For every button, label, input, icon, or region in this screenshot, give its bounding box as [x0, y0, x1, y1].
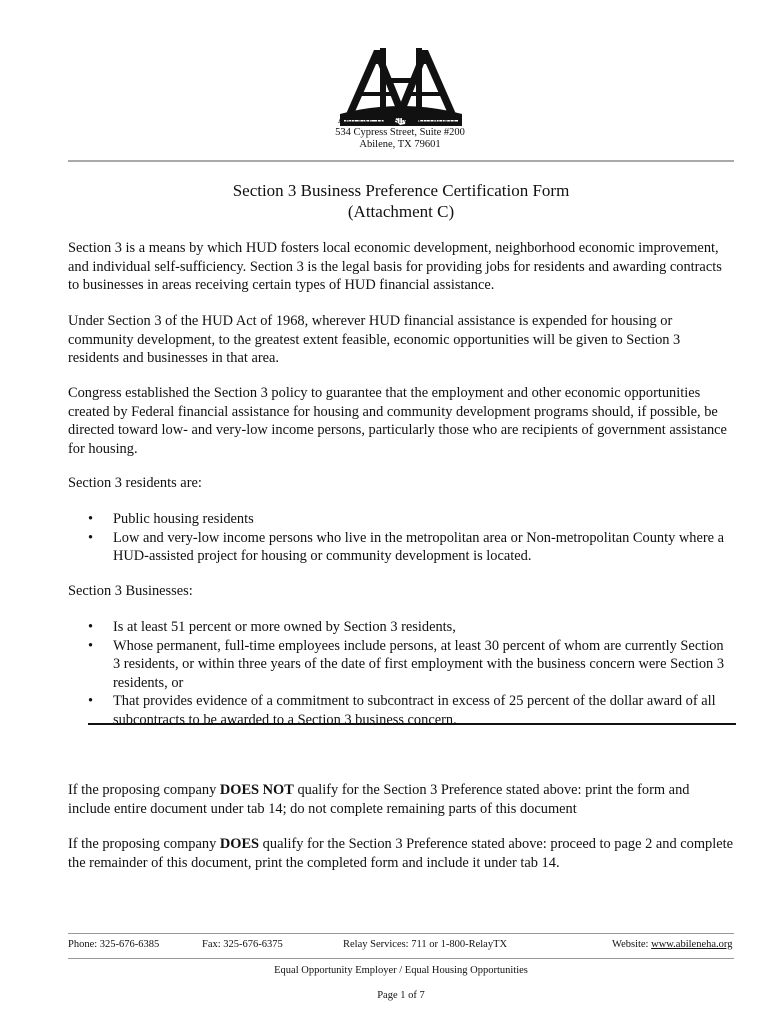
list-item: • Low and very-low income persons who live in the metropolitan area or Non-metropolitan County where a HUD-assisted project for housing or community development is located.	[88, 529, 734, 566]
residents-list	[88, 510, 734, 566]
paragraph-intro: Section 3 is a means by which HUD fosters local economic development, neighborhood economic improvement, and individual self-sufficiency. Section 3 is the legal basis for providing jobs for residents and awarding contracts to businesses in areas receiving certain types of HUD financial assistance.	[68, 240, 722, 293]
instruction-text: If the proposing company	[68, 782, 220, 798]
instruction-emphasis: DOES NOT	[219, 782, 294, 798]
footer-divider	[68, 958, 734, 959]
list-item: • That provides evidence of a commitment to subcontract in excess of 25 percent of the dollar award of all subcontracts to be awarded to a Section 3 business concern.	[88, 692, 734, 729]
residents-heading: Section 3 residents are:	[68, 475, 202, 491]
footer-phone: Phone: 325-676-6385	[68, 939, 160, 950]
list-item: • Whose permanent, full-time employees include persons, at least 30 percent of whom are currently Section 3 residents, or within three years of the date of first employment with the business concern were Section 3 residents, or	[88, 637, 734, 693]
footer-divider	[68, 933, 734, 934]
instruction-does-not	[68, 781, 734, 818]
page-number: Page 1 of 7	[377, 990, 425, 1001]
paragraph-hud-act: Under Section 3 of the HUD Act of 1968, wherever HUD financial assistance is expended for housing or community development, to the greatest extent feasible, economic opportunities will be given to Section 3 residents and businesses in that area.	[68, 313, 681, 366]
instruction-text: qualify for the Section 3 Preference stated above: print the form and include entire document under tab 14; do not complete remaining parts of this document	[68, 782, 690, 817]
eoe-statement: Equal Opportunity Employer / Equal Housing Opportunities	[274, 965, 528, 976]
instruction-emphasis: DOES	[219, 836, 260, 852]
footer-fax: Fax: 325-676-6375	[202, 939, 283, 950]
footer-relay: Relay Services: 711 or 1-800-RelayTX	[343, 939, 508, 950]
instruction-text: qualify for the Section 3 Preference stated above: proceed to page 2 and complete the remainder of this document, print the completed form and include it under tab 14.	[68, 836, 733, 871]
header-divider	[68, 160, 734, 162]
form-title: Section 3 Business Preference Certification Form	[232, 181, 570, 200]
form-subtitle: (Attachment C)	[347, 202, 455, 221]
footer-website	[612, 939, 732, 950]
website-label: Website:	[612, 939, 652, 950]
org-name: Abilene Housing Authority	[337, 116, 463, 126]
list-item: • Public housing residents	[88, 510, 734, 529]
instruction-text: If the proposing company	[68, 836, 220, 852]
list-item: • Is at least 51 percent or more owned by Section 3 residents,	[88, 618, 734, 637]
address-line-2: Abilene, TX 79601	[359, 139, 441, 150]
instruction-does	[68, 835, 734, 872]
address-line-1: 534 Cypress Street, Suite #200	[335, 127, 465, 138]
businesses-list	[88, 618, 734, 729]
website-link[interactable]: www.abileneha.org	[651, 939, 733, 950]
businesses-heading: Section 3 Businesses:	[68, 583, 193, 599]
section-divider	[88, 723, 736, 725]
paragraph-congress: Congress established the Section 3 policy to guarantee that the employment and other economic opportunities created by Federal financial assistance for housing and community development programs should, if possible, be directed toward low- and very-low income persons, particularly those who are recipients of government assistance for housing.	[68, 385, 727, 457]
